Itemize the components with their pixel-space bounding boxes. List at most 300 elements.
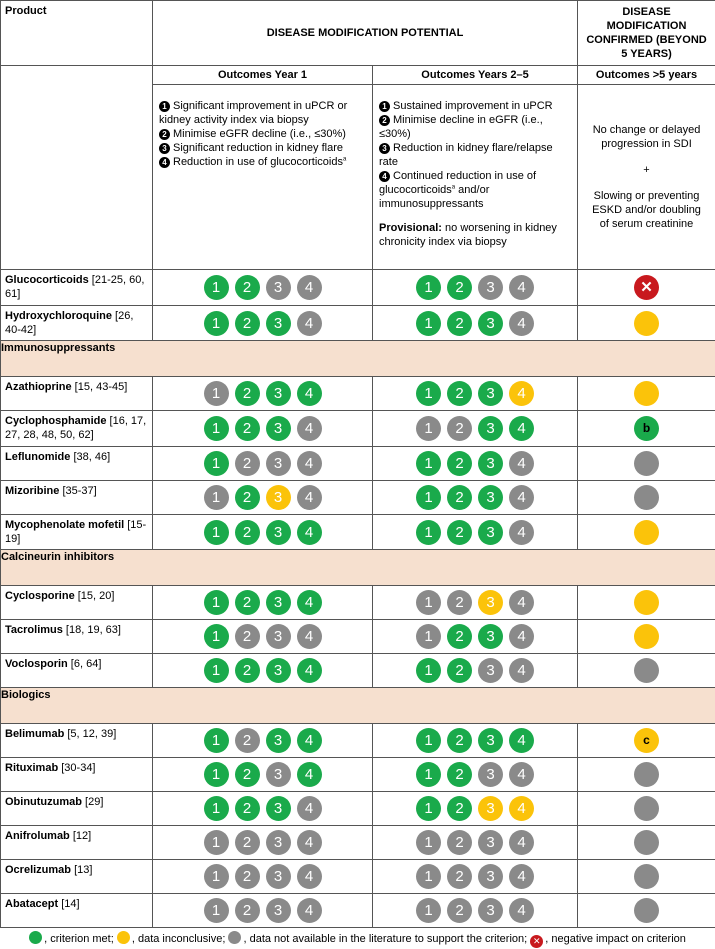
criterion-text: Reduction in kidney flare/relapse rate [379,142,553,168]
years25-criteria-cell [373,306,578,341]
potential-header: DISEASE MODIFICATION POTENTIAL [153,1,578,66]
criterion-1-dot: 1 [416,275,441,300]
criterion-2-dot: 2 [447,796,472,821]
product-cell [1,377,153,411]
product-name: Rituximab [5,762,59,774]
outcome-dot [634,658,659,683]
criterion-3-dot: 3 [478,898,503,923]
criterion-number: 3 [159,143,170,154]
criterion-3-dot: 3 [266,728,291,753]
outcome-dot [634,796,659,821]
year1-criteria-cell [153,758,373,792]
year1-criteria-cell [153,481,373,515]
beyond-5-years-cell [578,515,715,550]
criterion-text-cont: and/or immunosuppressants [379,184,490,210]
criterion-4-dot: 4 [509,796,534,821]
table-row [1,515,715,550]
criterion-3-dot: 3 [478,624,503,649]
product-cell [1,654,153,688]
criterion-1-dot: 1 [204,864,229,889]
legend-text: , negative impact on criterion [545,933,686,945]
criterion-1-dot: 1 [204,898,229,923]
criterion-4-dot: 4 [509,416,534,441]
criterion-2-dot: 2 [235,451,260,476]
criterion-number: 1 [379,101,390,112]
table-row [1,270,715,306]
table-row [1,758,715,792]
criterion-2-dot: 2 [235,728,260,753]
confirmed-criteria [578,85,715,270]
criterion-1-dot: 1 [204,451,229,476]
product-refs: [29] [82,796,104,808]
years25-criteria-cell [373,447,578,481]
beyond-5-years-cell [578,481,715,515]
years5-header: Outcomes >5 years [578,66,715,85]
legend [0,931,715,948]
product-name: Belimumab [5,728,65,740]
criterion-text: Minimise eGFR decline (i.e., ≤30%) [173,128,346,140]
product-name: Anifrolumab [5,830,70,842]
criterion-text: Reduction in use of glucocorticoids [173,156,343,168]
product-refs: [5, 12, 39] [64,728,117,740]
confirmed-part2: Slowing or preventing ESKD and/or doubling of serum creatinine [592,190,701,230]
years25-criteria-cell [373,894,578,928]
criterion-2-dot: 2 [235,311,260,336]
criterion-2-dot: 2 [447,864,472,889]
criterion-3-dot: 3 [478,311,503,336]
table-row [1,860,715,894]
year1-criteria-cell [153,860,373,894]
product-name: Abatacept [5,898,59,910]
provisional-note [379,221,571,249]
criterion-2-dot: 2 [235,590,260,615]
criterion-3-dot: 3 [266,485,291,510]
section-label: Immunosuppressants [1,341,715,377]
year1-criteria-cell [153,724,373,758]
product-header-blank [1,66,153,270]
criterion-4-dot: 4 [509,520,534,545]
outcome-dot [634,830,659,855]
outcome-dot [634,485,659,510]
product-cell [1,306,153,341]
section-label: Biologics [1,688,715,724]
product-name: Leflunomide [5,451,71,463]
product-cell [1,826,153,860]
beyond-5-years-cell [578,620,715,654]
product-name: Obinutuzumab [5,796,82,808]
criterion-1-dot: 1 [204,416,229,441]
year1-criteria-cell [153,620,373,654]
beyond-5-years-cell [578,860,715,894]
criterion-1-dot: 1 [416,624,441,649]
criterion-4-dot: 4 [297,830,322,855]
year1-criteria-cell [153,515,373,550]
criterion-2-dot: 2 [447,416,472,441]
criterion-3-dot: 3 [266,520,291,545]
criterion-1-dot: 1 [416,311,441,336]
product-refs: [30-34] [58,762,96,774]
criterion-4-dot: 4 [297,728,322,753]
legend-g-icon [29,931,42,944]
criterion-2-dot: 2 [235,864,260,889]
legend-text: , data inconclusive; [131,933,229,945]
table-row [1,411,715,447]
beyond-5-years-cell [578,724,715,758]
product-name: Glucocorticoids [5,274,89,286]
product-refs: [21-25, 60, 61] [5,274,145,300]
product-refs: [15, 20] [74,590,115,602]
criterion-3-dot: 3 [266,275,291,300]
criterion-text: Sustained improvement in uPCR [393,100,553,112]
criterion-2-dot: 2 [235,485,260,510]
criterion-4-dot: 4 [297,275,322,300]
criterion-item [379,141,571,169]
years25-criteria-cell [373,826,578,860]
criterion-3-dot: 3 [478,485,503,510]
criterion-2-dot: 2 [235,624,260,649]
criterion-4-dot: 4 [509,762,534,787]
year1-criteria-cell [153,654,373,688]
section-label: Calcineurin inhibitors [1,550,715,586]
criterion-1-dot: 1 [416,830,441,855]
confirmed-header: DISEASE MODIFICATION CONFIRMED (BEYOND 5 YEARS) [578,1,715,66]
provisional-label: Provisional: [379,222,442,234]
years25-criteria-cell [373,586,578,620]
section-row [1,341,715,377]
criterion-number: 1 [159,101,170,112]
criterion-3-dot: 3 [266,451,291,476]
criterion-3-dot: 3 [478,590,503,615]
product-cell [1,586,153,620]
criterion-4-dot: 4 [297,864,322,889]
outcome-dot [634,311,659,336]
criterion-4-dot: 4 [297,416,322,441]
legend-r-icon: ✕ [530,935,543,948]
criterion-2-dot: 2 [235,658,260,683]
product-cell [1,724,153,758]
beyond-5-years-cell [578,826,715,860]
years25-criteria-cell [373,860,578,894]
criterion-3-dot: 3 [266,416,291,441]
product-name: Cyclophosphamide [5,415,107,427]
criterion-1-dot: 1 [416,898,441,923]
criterion-4-dot: 4 [509,485,534,510]
criterion-number: 4 [159,157,170,168]
criterion-1-dot: 1 [204,624,229,649]
criterion-4-dot: 4 [509,311,534,336]
criterion-3-dot: 3 [478,275,503,300]
criterion-item [159,141,366,155]
years25-criteria-cell [373,792,578,826]
criterion-3-dot: 3 [478,762,503,787]
criterion-item [159,127,366,141]
criterion-2-dot: 2 [447,451,472,476]
product-refs: [26, 40-42] [5,310,134,336]
product-cell [1,860,153,894]
criterion-4-dot: 4 [509,381,534,406]
legend-text: , criterion met; [44,933,117,945]
criterion-3-dot: 3 [266,898,291,923]
criterion-4-dot: 4 [509,658,534,683]
table-row [1,724,715,758]
criterion-4-dot: 4 [509,728,534,753]
table-row [1,620,715,654]
product-name: Ocrelizumab [5,864,72,876]
legend-text: , data not available in the literature to support the criterion; [243,933,531,945]
beyond-5-years-cell [578,411,715,447]
criterion-1-dot: 1 [416,451,441,476]
outcome-dot [634,590,659,615]
product-cell [1,411,153,447]
section-row [1,688,715,724]
criterion-4-dot: 4 [509,275,534,300]
product-name: Voclosporin [5,658,68,670]
criterion-3-dot: 3 [266,762,291,787]
spacer [379,211,571,221]
criterion-1-dot: 1 [204,762,229,787]
outcome-dot [634,520,659,545]
product-name: Azathioprine [5,381,72,393]
criterion-4-dot: 4 [297,624,322,649]
criterion-3-dot: 3 [266,624,291,649]
criterion-1-dot: 1 [204,830,229,855]
criterion-2-dot: 2 [447,381,472,406]
criterion-2-dot: 2 [235,796,260,821]
criterion-2-dot: 2 [235,520,260,545]
criterion-1-dot: 1 [416,590,441,615]
outcome-dot [634,762,659,787]
table-row [1,586,715,620]
table-row [1,826,715,860]
criteria-years25 [373,85,578,270]
criterion-number: 4 [379,171,390,182]
criterion-2-dot: 2 [447,275,472,300]
criterion-2-dot: 2 [447,728,472,753]
criterion-3-dot: 3 [478,416,503,441]
years25-criteria-cell [373,377,578,411]
years25-header: Outcomes Years 2–5 [373,66,578,85]
criterion-3-dot: 3 [478,451,503,476]
criterion-text: Significant reduction in kidney flare [173,142,343,154]
years25-criteria-cell [373,411,578,447]
criterion-3-dot: 3 [266,590,291,615]
criterion-1-dot: 1 [416,381,441,406]
product-cell [1,758,153,792]
criterion-item [159,99,366,127]
criterion-3-dot: 3 [478,728,503,753]
product-cell [1,620,153,654]
criterion-4-dot: 4 [509,451,534,476]
beyond-5-years-cell [578,447,715,481]
year1-criteria-cell [153,894,373,928]
criterion-4-dot: 4 [297,381,322,406]
outcome-dot [634,624,659,649]
product-refs: [38, 46] [70,451,111,463]
criterion-4-dot: 4 [509,864,534,889]
criterion-4-dot: 4 [297,520,322,545]
years25-criteria-cell [373,620,578,654]
criterion-1-dot: 1 [416,796,441,821]
outcome-dot: ✕ [634,275,659,300]
criterion-item [379,99,571,113]
criterion-text: Significant improvement in uPCR or kidney activity index via biopsy [159,100,348,126]
outcome-dot [634,898,659,923]
criterion-item [379,169,571,211]
outcome-dot: c [634,728,659,753]
year1-header: Outcomes Year 1 [153,66,373,85]
criterion-3-dot: 3 [478,864,503,889]
product-name: Hydroxychloroquine [5,310,112,322]
product-refs: [13] [71,864,93,876]
product-refs: [35-37] [59,485,97,497]
criterion-1-dot: 1 [204,485,229,510]
beyond-5-years-cell [578,792,715,826]
criterion-2-dot: 2 [447,590,472,615]
product-refs: [16, 17, 27, 28, 48, 50, 62] [5,415,147,441]
criterion-1-dot: 1 [204,728,229,753]
confirmed-part1: No change or delayed progression in SDI [592,124,701,150]
criterion-1-dot: 1 [416,762,441,787]
criterion-1-dot: 1 [204,658,229,683]
table-row [1,481,715,515]
criterion-4-dot: 4 [509,590,534,615]
product-header: Product [1,1,153,66]
criterion-2-dot: 2 [235,275,260,300]
beyond-5-years-cell [578,377,715,411]
year1-criteria-cell [153,411,373,447]
criterion-2-dot: 2 [447,624,472,649]
table-row [1,792,715,826]
criterion-1-dot: 1 [416,520,441,545]
criterion-text: Minimise decline in eGFR (i.e., ≤30%) [379,114,543,140]
confirmed-plus: + [643,164,650,176]
criterion-3-dot: 3 [478,830,503,855]
criterion-1-dot: 1 [204,796,229,821]
criterion-2-dot: 2 [235,416,260,441]
years25-criteria-cell [373,758,578,792]
legend-y-icon [117,931,130,944]
criterion-3-dot: 3 [266,658,291,683]
product-name: Cyclosporine [5,590,75,602]
criterion-item [159,155,366,169]
criterion-3-dot: 3 [266,381,291,406]
criterion-1-dot: 1 [416,485,441,510]
footnote-marker: a [342,156,347,163]
product-name: Tacrolimus [5,624,63,636]
criterion-2-dot: 2 [235,762,260,787]
product-cell [1,481,153,515]
criterion-4-dot: 4 [297,311,322,336]
table-row [1,447,715,481]
year1-criteria-cell [153,377,373,411]
criterion-2-dot: 2 [447,520,472,545]
provisional-text: no worsening in kidney chronicity index via biopsy [379,222,557,248]
criterion-3-dot: 3 [478,796,503,821]
beyond-5-years-cell [578,306,715,341]
criterion-3-dot: 3 [478,520,503,545]
table-row [1,377,715,411]
product-refs: [15-19] [5,519,147,545]
product-name: Mycophenolate mofetil [5,519,125,531]
year1-criteria-cell [153,306,373,341]
beyond-5-years-cell [578,758,715,792]
criterion-4-dot: 4 [509,830,534,855]
criterion-1-dot: 1 [204,275,229,300]
criterion-number: 2 [159,129,170,140]
criterion-1-dot: 1 [416,864,441,889]
product-cell [1,515,153,550]
product-refs: [18, 19, 63] [62,624,121,636]
years25-criteria-cell [373,481,578,515]
criterion-3-dot: 3 [266,796,291,821]
legend-n-icon [228,931,241,944]
product-refs: [12] [69,830,92,842]
year1-criteria-cell [153,792,373,826]
criteria-year1 [153,85,373,270]
outcome-dot [634,864,659,889]
criterion-4-dot: 4 [509,898,534,923]
year1-criteria-cell [153,826,373,860]
criterion-2-dot: 2 [447,898,472,923]
criterion-4-dot: 4 [297,451,322,476]
criterion-2-dot: 2 [235,830,260,855]
criterion-1-dot: 1 [416,658,441,683]
criterion-4-dot: 4 [297,898,322,923]
criterion-4-dot: 4 [297,485,322,510]
criterion-1-dot: 1 [416,416,441,441]
years25-criteria-cell [373,270,578,306]
beyond-5-years-cell [578,894,715,928]
criterion-2-dot: 2 [447,485,472,510]
product-cell [1,447,153,481]
outcome-dot: b [634,416,659,441]
beyond-5-years-cell [578,270,715,306]
criterion-2-dot: 2 [447,762,472,787]
criterion-1-dot: 1 [204,520,229,545]
year1-criteria-cell [153,270,373,306]
criterion-2-dot: 2 [235,381,260,406]
criterion-4-dot: 4 [297,590,322,615]
criterion-3-dot: 3 [266,864,291,889]
criterion-item [379,113,571,141]
criterion-4-dot: 4 [509,624,534,649]
criterion-4-dot: 4 [297,796,322,821]
criterion-number: 2 [379,115,390,126]
criterion-4-dot: 4 [297,658,322,683]
criterion-1-dot: 1 [204,381,229,406]
criterion-2-dot: 2 [447,830,472,855]
years25-criteria-cell [373,724,578,758]
criterion-1-dot: 1 [204,590,229,615]
criterion-4-dot: 4 [297,762,322,787]
criterion-3-dot: 3 [266,311,291,336]
criterion-3-dot: 3 [478,658,503,683]
year1-criteria-cell [153,586,373,620]
table-row [1,654,715,688]
product-cell [1,270,153,306]
criterion-1-dot: 1 [416,728,441,753]
outcome-dot [634,381,659,406]
criterion-number: 3 [379,143,390,154]
table-row [1,306,715,341]
criterion-2-dot: 2 [447,311,472,336]
criterion-3-dot: 3 [478,381,503,406]
criterion-1-dot: 1 [204,311,229,336]
criterion-3-dot: 3 [266,830,291,855]
product-refs: [15, 43-45] [71,381,128,393]
footnote-marker: a [451,184,456,191]
outcome-dot [634,451,659,476]
